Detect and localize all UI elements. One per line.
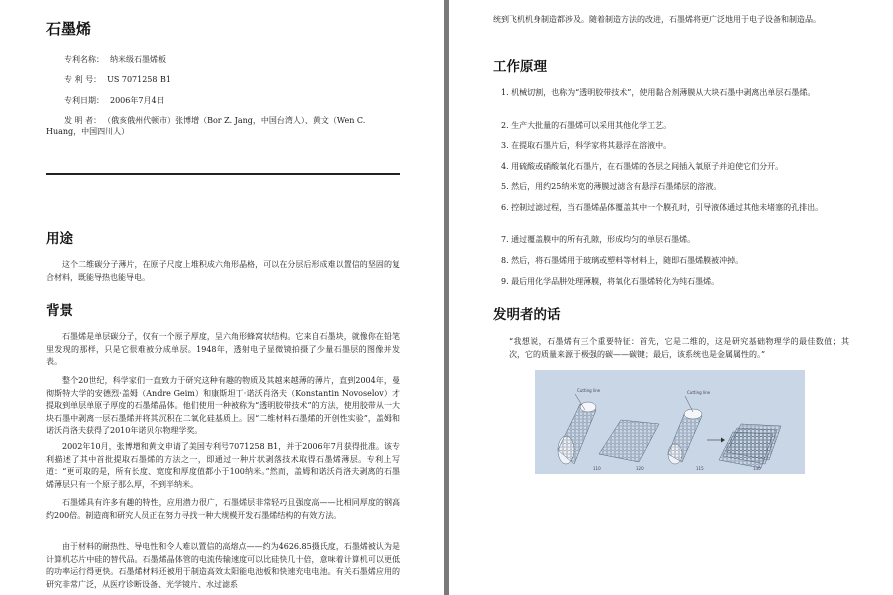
patent-number-row (64, 74, 171, 85)
figure-caption: 130 (753, 466, 761, 471)
patent-name-row (64, 54, 166, 65)
divider-rule (46, 173, 400, 175)
patent-date-value: 2006年7月4日 (110, 96, 165, 105)
figure-caption: 110 (593, 466, 601, 471)
background-paragraph-3: 2002年10月，张博增和黄文申请了美国专利号7071258 B1，并于2006年7月获得批准。该专利描述了其中首批提取石墨烯的方法之一，即通过一种片状剥落技术取得石墨烯薄层。专利上写道：“更可取的是，所有长度、宽度和厚度值都小于100纳米。”然而，盖姆和诺沃肖洛夫剥离的石墨烯薄层只有一个原子那么厚，不到半纳米。 (46, 442, 400, 489)
patent-date-label: 专利日期： (64, 96, 104, 105)
continuation-text: 统到飞机机身制造都涉及。随着制造方法的改进，石墨烯将更广泛地用于电子设备和制造品。 (493, 15, 821, 24)
figure-caption: 115 (696, 466, 704, 471)
graphene-sheet-icon (599, 420, 659, 462)
use-paragraph: 这个二维碳分子薄片，在原子尺度上堆积成六角形晶格，可以在分层后形成难以置信的坚固的复合材料，既能导热也能导电。 (46, 260, 400, 282)
background-paragraph-4: 石墨烯具有许多有趣的特性，应用潜力很广，石墨烯层非常轻巧且强度高——比相同厚度的钢高约200倍。制造商和研究人员正在努力寻找一种大规模开发石墨烯结构的有效方法。 (46, 498, 400, 520)
figure-label-cutting-line-right: Cutting line (687, 390, 711, 395)
patent-number-label: 专 利 号： (64, 75, 102, 84)
inventor-value: （俄亥俄州代顿市）张博增（Bor Z. Jang，中国台湾人）、黄文（Wen C. Huang，中国四川人） (46, 116, 366, 136)
background-paragraph-2: 整个20世纪，科学家们一直致力于研究这种有趣的物质及其越来越薄的薄片，直到2004年，曼彻斯特大学的安德烈·盖姆（Andre Geim）和康斯坦丁·诺沃肖洛夫（Konstantin Novoselov）才提取到单层单原子厚度的石墨烯晶体。他们使用一种被称为“透明胶带技术”的方法，使用胶带从一大块石墨中剥离一层石墨烯并将其沉积在二氧化硅基质上。因“二维材料石墨烯的开创性实验”，盖姆和诺沃肖洛夫获得了2010年诺贝尔物理学奖。 (46, 376, 400, 436)
inventor-row (46, 115, 400, 137)
inventor-quote: “我想说，石墨烯有三个重要特征：首先，它是二维的，这是研究基础物理学的最佳数值；其次，它的质量来源于极强的碳——碳键；最后，该系统也是金属属性的。” (509, 337, 849, 359)
principle-heading: 工作原理 (493, 59, 547, 75)
figure-label-cutting-line-left: Cutting line (577, 388, 601, 393)
graphene-process-illustration (535, 370, 805, 474)
inventor-label: 发 明 者： (64, 116, 102, 125)
background-heading: 背景 (46, 303, 73, 319)
quote-heading: 发明者的话 (493, 307, 561, 323)
page-right (449, 0, 893, 595)
page-left (0, 0, 444, 595)
patent-date-row (64, 95, 165, 106)
principle-item: 2. 生产大批量的石墨烯可以采用其他化学工艺。 (501, 121, 672, 130)
page-title: 石墨烯 (46, 20, 92, 38)
arrow-right-icon (707, 438, 725, 443)
patent-number-value: US 7071258 B1 (107, 75, 171, 84)
principle-item: 3. 在提取石墨片后，科学家将其悬浮在溶液中。 (501, 141, 672, 150)
patent-name-label: 专利名称： (64, 55, 104, 64)
background-paragraph-5: 由于材料的耐热性、导电性和令人难以置信的高熔点——约为4626.85摄氏度，石墨烯被认为是计算机芯片中硅的替代品。石墨烯晶体管的电流传输速度可以比硅快几十倍，意味着计算机可以更低的功率运行得更快。石墨烯材料还被用于制造高效太阳能电池板和快速充电电池。有关石墨烯应用的研究非常广泛，从医疗诊断设备、光学镜片、水过滤系 (46, 542, 400, 589)
principle-item: 7. 通过覆盖膜中的所有孔隙，形成均匀的单层石墨烯。 (501, 235, 696, 244)
use-heading: 用途 (46, 231, 73, 247)
principle-item: 4. 用硫酸或硝酸氧化石墨片，在石墨烯的各层之间插入氧原子并迫使它们分开。 (501, 162, 784, 171)
patent-name-value: 纳米级石墨烯板 (110, 55, 166, 64)
background-paragraph-1: 石墨烯是单层碳分子，仅有一个原子厚度，呈六角形蜂窝状结构。它来自石墨块，就像你在铅笔里发现的那样，只是它很难被分成单层。1948年，透射电子显微镜拍摄了少量石墨层的图像并发表。 (46, 332, 400, 367)
graphene-tube-icon (668, 396, 702, 464)
principle-item: 1. 机械切割，也称为“透明胶带技术”，使用黏合剂薄膜从大块石墨中剥离出单层石墨烯。 (501, 88, 816, 97)
principle-item: 9. 最后用化学品肼处理薄膜，将氧化石墨烯转化为纯石墨烯。 (501, 277, 720, 286)
principle-item: 8. 然后，将石墨烯用于玻璃或塑料等材料上，随即石墨烯膜被冲掉。 (501, 256, 744, 265)
graphene-process-figure (535, 370, 805, 474)
principle-item: 6. 控制过滤过程，当石墨烯晶体覆盖其中一个膜孔时，引导液体通过其他未堵塞的孔排出。 (501, 203, 824, 212)
stacked-graphene-sheets-icon (719, 424, 781, 468)
principle-item: 5. 然后，用约25纳米宽的薄膜过滤含有悬浮石墨烯层的溶液。 (501, 182, 722, 191)
graphene-tube-icon (558, 394, 596, 464)
figure-caption: 120 (636, 466, 644, 471)
